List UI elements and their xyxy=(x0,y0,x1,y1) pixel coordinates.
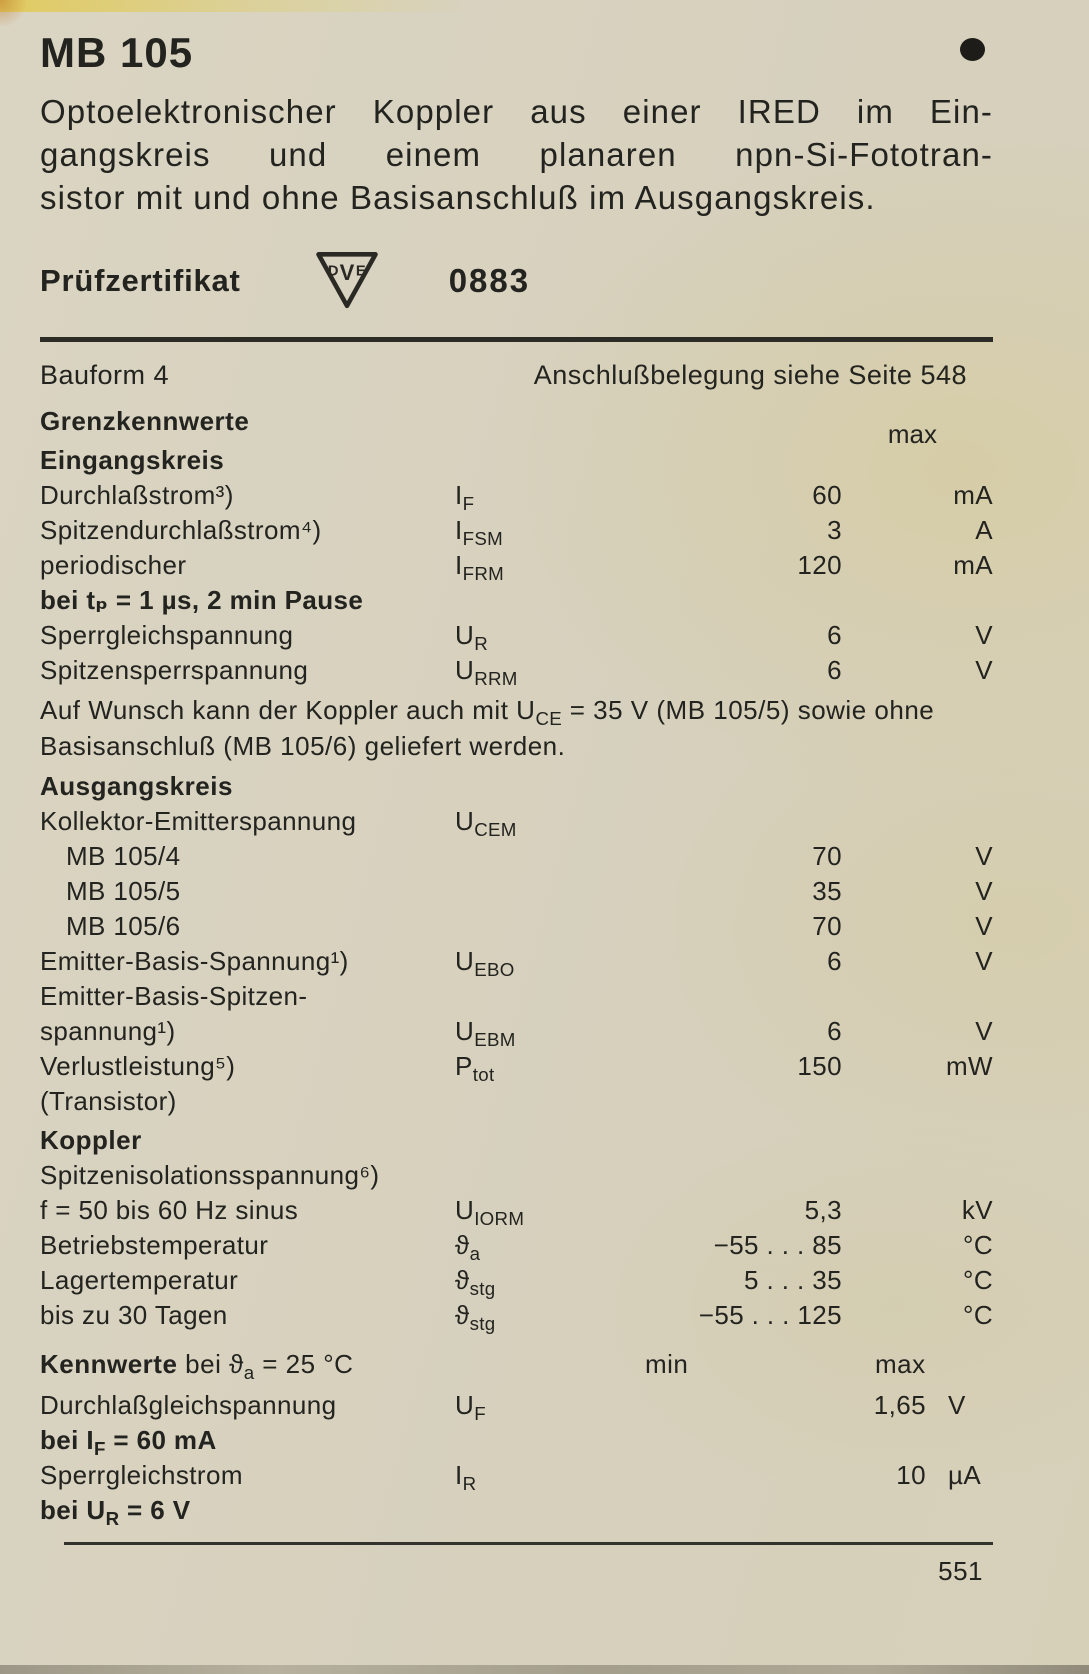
row-label: Betriebstemperatur xyxy=(40,1230,269,1260)
row-value: 10 xyxy=(896,1460,926,1490)
row-label: MB 105/5 xyxy=(66,876,181,906)
kennwerte-header xyxy=(40,1347,993,1382)
row-value: 6 xyxy=(827,620,842,650)
row-symbol: $U_R$ xyxy=(455,620,488,655)
row-symbol: $U_{IORM}$ xyxy=(455,1195,525,1230)
row-label: Emitter-Basis-Spitzen- xyxy=(40,981,308,1011)
row-symbol: $I_R$ xyxy=(455,1460,477,1495)
table-row xyxy=(40,1084,993,1119)
table-row xyxy=(40,1228,993,1263)
row-unit: °C xyxy=(963,1230,993,1260)
meta-row xyxy=(40,358,993,392)
row-label: bei tₚ = 1 µs, 2 min Pause xyxy=(40,585,364,615)
description-line: Optoelektronischer Koppler aus einer IRED im Ein- xyxy=(40,93,993,130)
row-label: MB 105/4 xyxy=(66,841,181,871)
input-rows xyxy=(40,478,993,688)
kennwerte-section xyxy=(40,1347,993,1528)
row-value: 1,65 xyxy=(873,1390,926,1420)
svg-text:D: D xyxy=(327,263,339,280)
section-heading-ausgangskreis: Ausgangskreis xyxy=(40,771,233,801)
row-unit: A xyxy=(975,515,993,545)
section-heading-koppler: Koppler xyxy=(40,1125,142,1155)
row-label: periodischer xyxy=(40,550,187,580)
table-row xyxy=(40,1423,993,1458)
table-row xyxy=(40,1263,993,1298)
vde-logo-icon xyxy=(307,247,387,315)
row-value: 120 xyxy=(797,550,842,580)
row-unit: V xyxy=(975,911,993,941)
row-symbol: $U_{CEM}$ xyxy=(455,806,517,841)
row-value: 5,3 xyxy=(804,1195,842,1225)
row-value: 6 xyxy=(827,946,842,976)
row-unit: V xyxy=(975,841,993,871)
row-value: 70 xyxy=(812,911,842,941)
row-value: 6 xyxy=(827,655,842,685)
row-unit: kV xyxy=(961,1195,993,1225)
scan-artifact-bottom xyxy=(0,1665,1089,1674)
table-row xyxy=(40,1298,993,1333)
row-symbol: $ϑ_{stg}$ xyxy=(455,1265,496,1300)
certificate-number: 0883 xyxy=(448,262,531,299)
row-unit: V xyxy=(948,1390,966,1420)
table-row xyxy=(40,874,993,909)
row-label: Sperrgleichstrom xyxy=(40,1460,243,1490)
table-row xyxy=(40,513,993,548)
row-label: spannung¹) xyxy=(40,1016,176,1046)
row-label: Emitter-Basis-Spannung¹) xyxy=(40,946,349,976)
description-line: sistor mit und ohne Basisanschluß im Ausgangskreis. xyxy=(40,179,876,216)
table-row xyxy=(40,478,993,513)
row-unit: V xyxy=(975,876,993,906)
table-row xyxy=(40,1049,993,1084)
row-label: (Transistor) xyxy=(40,1086,177,1116)
row-value: 35 xyxy=(812,876,842,906)
row-label: Spitzendurchlaßstrom⁴) xyxy=(40,515,322,545)
table-row xyxy=(40,1158,993,1193)
table-row xyxy=(40,1493,993,1528)
row-label: f = 50 bis 60 Hz sinus xyxy=(40,1195,299,1225)
table-row xyxy=(40,1014,993,1049)
description-line: gangskreis und einem planaren npn-Si-Fototran- xyxy=(40,136,993,173)
note-subscript: CE xyxy=(535,708,563,730)
row-label: bis zu 30 Tagen xyxy=(40,1300,228,1330)
row-value: 3 xyxy=(827,515,842,545)
output-rows xyxy=(40,804,993,1119)
certificate-row xyxy=(40,249,993,313)
row-unit: V xyxy=(975,1016,993,1046)
row-value: 150 xyxy=(797,1051,842,1081)
table-row xyxy=(40,1458,993,1493)
bottom-divider xyxy=(64,1542,993,1545)
row-symbol: $I_{FSM}$ xyxy=(455,515,504,550)
row-symbol: $U_{EBO}$ xyxy=(455,946,515,981)
row-symbol: $P_{tot}$ xyxy=(455,1051,495,1086)
description-paragraph xyxy=(40,90,993,219)
certificate-label: Prüfzertifikat xyxy=(40,263,241,298)
row-unit: °C xyxy=(963,1300,993,1330)
row-unit: V xyxy=(975,946,993,976)
max-column-header: max xyxy=(887,419,937,449)
limits-header xyxy=(40,404,993,449)
index-dot xyxy=(960,38,985,61)
row-label: Durchlaßstrom³) xyxy=(40,480,234,510)
koppler-rows xyxy=(40,1158,993,1333)
limits-heading: Grenzkennwerte xyxy=(40,406,250,436)
row-label: Kollektor-Emitterspannung xyxy=(40,806,357,836)
table-row xyxy=(40,618,993,653)
row-label: Lagertemperatur xyxy=(40,1265,239,1295)
row-value: 60 xyxy=(812,480,842,510)
row-value: −55 . . . 85 xyxy=(713,1230,842,1260)
row-symbol: $I_F$ xyxy=(455,480,475,515)
max-column-header: max xyxy=(875,1349,926,1379)
part-number-title: MB 105 xyxy=(40,29,194,76)
row-value: 6 xyxy=(827,1016,842,1046)
bauform-label: Bauform 4 xyxy=(40,360,170,390)
top-divider xyxy=(40,337,993,342)
section-heading-eingangskreis: Eingangskreis xyxy=(40,445,225,475)
table-row xyxy=(40,944,993,979)
page-number: 551 xyxy=(938,1556,983,1586)
table-row xyxy=(40,979,993,1014)
scan-artifact-top xyxy=(0,0,470,12)
row-symbol: $U_{EBM}$ xyxy=(455,1016,516,1051)
scan-artifact-corner xyxy=(0,0,26,26)
table-row xyxy=(40,548,993,583)
row-unit: °C xyxy=(963,1265,993,1295)
row-label: bei $I_F = 60$ mA xyxy=(40,1425,217,1460)
footer xyxy=(40,1555,993,1587)
row-symbol: $U_{RRM}$ xyxy=(455,655,518,690)
row-value: 70 xyxy=(812,841,842,871)
row-label: Durchlaßgleichspannung xyxy=(40,1390,337,1420)
svg-text:E: E xyxy=(355,263,366,280)
row-unit: V xyxy=(975,655,993,685)
row-label: Verlustleistung⁵) xyxy=(40,1051,236,1081)
row-symbol: $U_F$ xyxy=(455,1390,486,1425)
kennwerte-heading: Kennwerte bei $ϑ_a = 25$ °C xyxy=(40,1349,354,1384)
row-symbol: $ϑ_a$ xyxy=(455,1230,481,1265)
table-row xyxy=(40,909,993,944)
table-row xyxy=(40,583,993,618)
row-value: −55 . . . 125 xyxy=(698,1300,842,1330)
row-value: 5 . . . 35 xyxy=(744,1265,842,1295)
table-row xyxy=(40,653,993,688)
row-label: bei $U_R = 6$ V xyxy=(40,1495,191,1530)
row-label: Sperrgleichspannung xyxy=(40,620,294,650)
kennwerte-rows xyxy=(40,1388,993,1528)
svg-text:V: V xyxy=(339,260,355,286)
row-unit: µA xyxy=(948,1460,982,1490)
note-text: Auf Wunsch kann der Koppler auch mit U xyxy=(40,695,536,725)
availability-note xyxy=(40,692,993,764)
note-text: = 35 V (MB 105/5) sowie ohne Basisanschluß (MB 105/6) geliefert werden. xyxy=(40,695,935,761)
table-row xyxy=(40,1388,993,1423)
row-label: MB 105/6 xyxy=(66,911,181,941)
pin-reference: Anschlußbelegung siehe Seite 548 xyxy=(533,360,967,390)
row-label: Spitzenisolationsspannung⁶) xyxy=(40,1160,380,1190)
row-label: Spitzensperrspannung xyxy=(40,655,309,685)
row-symbol: $I_{FRM}$ xyxy=(455,550,505,585)
row-symbol: $ϑ_{stg}$ xyxy=(455,1300,496,1335)
row-unit: mA xyxy=(953,550,993,580)
title-row xyxy=(40,30,993,76)
table-row xyxy=(40,1193,993,1228)
row-unit: mW xyxy=(946,1051,993,1081)
row-unit: V xyxy=(975,620,993,650)
table-row xyxy=(40,839,993,874)
min-column-header: min xyxy=(645,1349,689,1379)
table-row xyxy=(40,804,993,839)
row-unit: mA xyxy=(953,480,993,510)
